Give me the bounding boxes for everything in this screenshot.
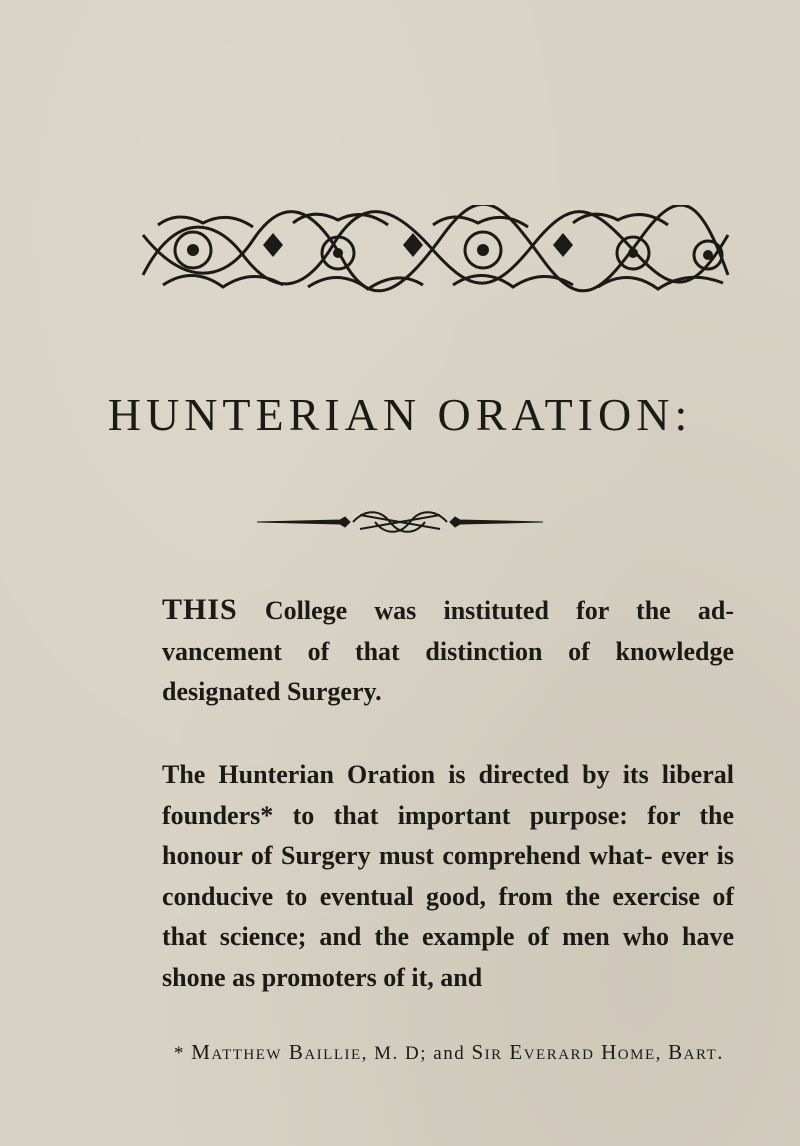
ornamental-rule-icon — [255, 505, 545, 539]
footnote-mid-1: , M. D; and — [361, 1043, 466, 1064]
footnote-marker: * — [174, 1043, 185, 1064]
footnote-sep: , — [655, 1043, 669, 1064]
paragraph-1-lead: THIS — [162, 593, 238, 626]
paragraph-1-text: College was instituted for the ad- vancement of that distinction of knowledge designated Surgery. — [162, 596, 734, 706]
paragraph-2-text-after: to that important purpose: for the honour of Surgery must comprehend what- ever is conducive to eventual good, from the exercise of that science; and the example of men who have shone as promoters of it, and — [162, 800, 735, 992]
footnote-name-2: Sir Everard Home — [471, 1040, 656, 1064]
footnote-name-1: Matthew Baillie — [191, 1040, 362, 1064]
paragraph-1 — [162, 590, 734, 713]
paragraph-2 — [162, 755, 734, 998]
page-title: HUNTERIAN ORATION: — [107, 389, 693, 440]
footnote — [174, 1040, 724, 1065]
footnote-name-3: Bart. — [668, 1040, 725, 1064]
footnote-marker: * — [260, 800, 274, 830]
ornamental-headpiece-icon — [133, 205, 738, 297]
paragraph-2-text-before: The Hunterian Oration is directed by its liberal founders — [162, 760, 734, 830]
